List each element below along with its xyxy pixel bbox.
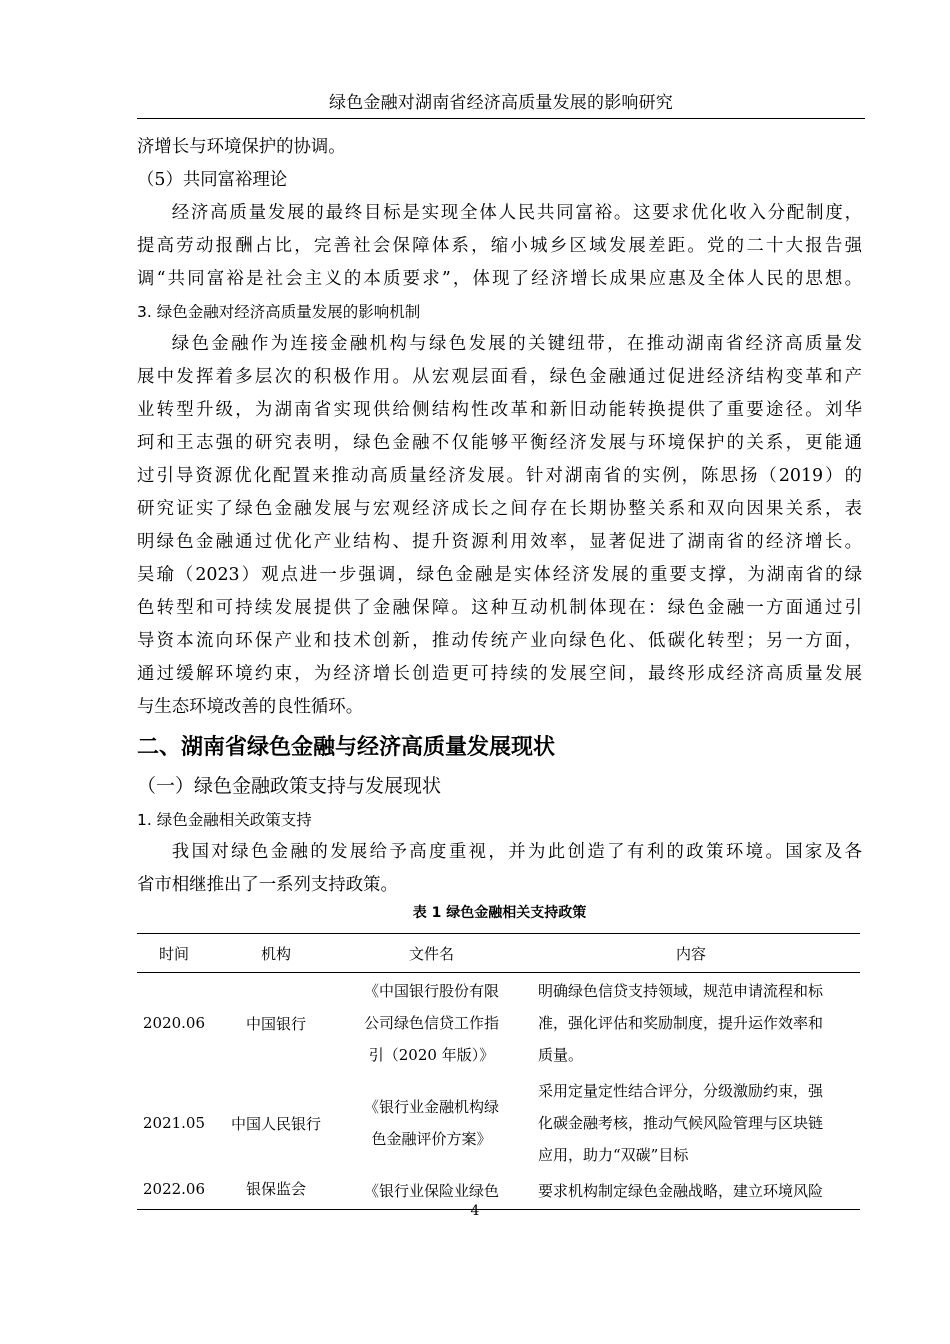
table-row (137, 973, 860, 1074)
cell-line: 明确绿色信贷支持领域，规范申请流程和标 (538, 982, 824, 1000)
paragraph-line: 通过缓解环境约束，为经济增长创造更可持续的发展空间，最终形成经济高质量发展 (137, 664, 862, 684)
policy-table (137, 933, 860, 1210)
paragraph-line: 省市相继推出了一系列支持政策。 (137, 875, 398, 895)
cell-file (341, 1073, 522, 1173)
cell-org: 中国银行 (245, 1014, 306, 1033)
header-cell-date: 时间 (137, 934, 211, 973)
header-cell-content: 内容 (522, 934, 860, 973)
cell-line: 化碳金融考核，推动气候风险管理与区块链 (538, 1114, 824, 1132)
paragraph-line: 珂和王志强的研究表明，绿色金融不仅能够平衡经济发展与环境保护的关系，更能通 (137, 433, 862, 453)
cell-org: 银保监会 (211, 1173, 341, 1210)
paragraph-line: 调“共同富裕是社会主义的本质要求”，体现了经济增长成果应惠及全体人民的思想。 (137, 269, 862, 289)
chapter-heading: 二、湖南省绿色金融与经济高质量发展现状 (137, 735, 556, 760)
cell-line: 要求机构制定绿色金融战略，建立环境风险 (538, 1182, 824, 1200)
subsection-heading: （5）共同富裕理论 (137, 170, 288, 190)
paragraph-line: 导资本流向环保产业和技术创新，推动传统产业向绿色化、低碳化转型；另一方面， (137, 631, 862, 651)
cell-date: 2021.05 (142, 1114, 206, 1132)
running-header: 绿色金融对湖南省经济高质量发展的影响研究 (137, 88, 865, 119)
cell-line: 准，强化评估和奖励制度，提升运作效率和 (538, 1014, 824, 1032)
subchapter-heading: （一）绿色金融政策支持与发展现状 (137, 775, 442, 797)
cell-line: 采用定量定性结合评分，分级激励约束，强 (538, 1082, 824, 1100)
page-number: 4 (470, 1203, 480, 1219)
paragraph-line: 济增长与环境保护的协调。 (137, 137, 346, 157)
cell-date: 2022.06 (137, 1173, 211, 1210)
cell-line: 色金融评价方案》 (371, 1130, 492, 1148)
table-header-row (137, 934, 860, 973)
paragraph-line: 与生态环境改善的良性循环。 (137, 697, 364, 717)
document-body (137, 131, 862, 902)
cell-org: 中国人民银行 (230, 1114, 321, 1133)
cell-line: 应用，助力“双碳”目标 (538, 1146, 689, 1164)
paragraph-line: 提高劳动报酬占比，完善社会保障体系，缩小城乡区域发展差距。党的二十大报告强 (137, 236, 862, 256)
paragraph-line: 色转型和可持续发展提供了金融保障。这种互动机制体现在：绿色金融一方面通过引 (137, 598, 862, 618)
cell-content (522, 973, 860, 1074)
cell-line: 引（2020 年版）》 (368, 1046, 495, 1064)
paragraph-line: 吴瑜（2023）观点进一步强调，绿色金融是实体经济发展的重要支撑，为湖南省的绿 (137, 565, 862, 585)
paragraph-line: 明绿色金融通过优化产业结构、提升资源利用效率，显著促进了湖南省的经济增长。 (137, 532, 862, 552)
section-heading: 3. 绿色金融对经济高质量发展的影响机制 (137, 303, 421, 321)
paragraph-line: 研究证实了绿色金融发展与宏观经济成长之间存在长期协整关系和双向因果关系，表 (137, 499, 862, 519)
paragraph-line: 展中发挥着多层次的积极作用。从宏观层面看，绿色金融通过促进经济结构变革和产 (137, 367, 862, 387)
paragraph-line: 过引导资源优化配置来推动高质量经济发展。针对湖南省的实例，陈思扬（2019）的 (137, 466, 862, 486)
paragraph-line: 我国对绿色金融的发展给予高度重视，并为此创造了有利的政策环境。国家及各 (171, 842, 862, 862)
cell-date: 2020.06 (142, 1014, 206, 1032)
paragraph-line: 经济高质量发展的最终目标是实现全体人民共同富裕。这要求优化收入分配制度， (171, 203, 862, 223)
paragraph-line: 业转型升级，为湖南省实现供给侧结构性改革和新旧动能转换提供了重要途径。刘华 (137, 400, 862, 420)
table-row (137, 1073, 860, 1173)
section-heading: 1. 绿色金融相关政策支持 (137, 811, 312, 829)
cell-line: 公司绿色信贷工作指 (363, 1014, 499, 1032)
cell-line: 质量。 (538, 1046, 584, 1064)
paragraph-line: 绿色金融作为连接金融机构与绿色发展的关键纽带，在推动湖南省经济高质量发 (171, 334, 862, 354)
cell-line: 《银行业金融机构绿 (363, 1098, 499, 1116)
table-caption: 表 1 绿色金融相关支持政策 (412, 905, 587, 921)
cell-line: 《中国银行股份有限 (363, 982, 499, 1000)
cell-line: 《银行业保险业绿色 (363, 1182, 499, 1200)
cell-content (522, 1073, 860, 1173)
header-cell-file: 文件名 (341, 934, 522, 973)
cell-file (341, 973, 522, 1074)
header-cell-org: 机构 (211, 934, 341, 973)
